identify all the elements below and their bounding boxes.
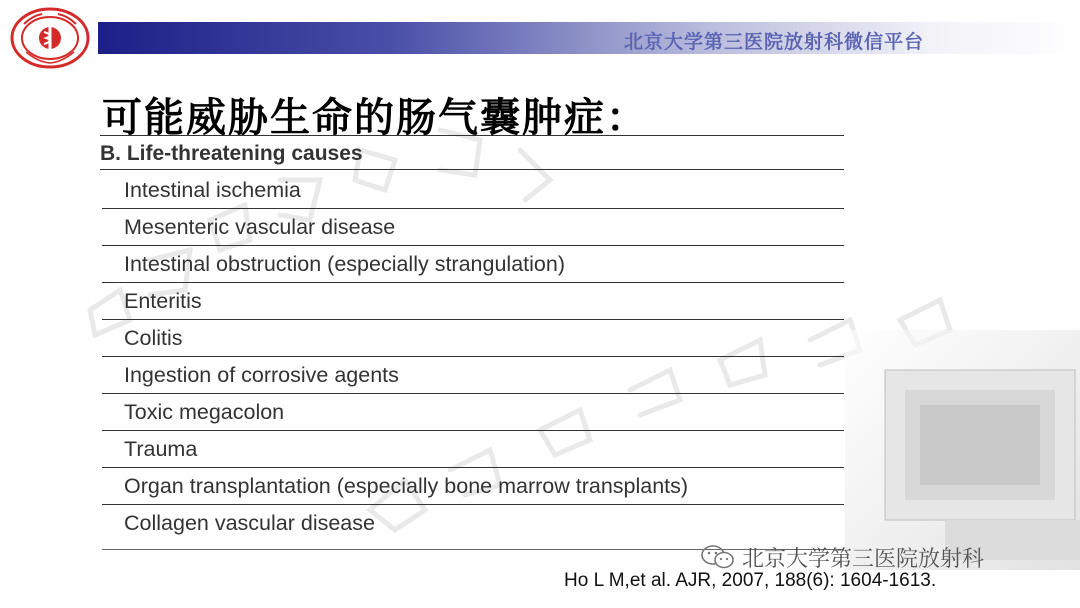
table-row: Mesenteric vascular disease xyxy=(102,209,844,246)
table-row: Colitis xyxy=(102,320,844,357)
hospital-seal-icon xyxy=(8,6,92,70)
table-row: Enteritis xyxy=(102,283,844,320)
imaging-machine-image xyxy=(845,330,1080,570)
table-top-rule xyxy=(100,135,844,136)
citation: Ho L M,et al. AJR, 2007, 188(6): 1604-1613. xyxy=(564,570,937,591)
header-title: 北京大学第三医院放射科微信平台 xyxy=(623,31,924,53)
table-row: Intestinal obstruction (especially strangulation) xyxy=(102,246,844,283)
wechat-account-tag xyxy=(700,542,984,572)
header-band xyxy=(98,22,1080,54)
wechat-icon xyxy=(700,544,736,570)
table-row: Toxic megacolon xyxy=(102,394,844,431)
table-row: Trauma xyxy=(102,431,844,468)
wechat-account-label: 北京大学第三医院放射科 xyxy=(742,546,985,572)
table-row: Collagen vascular disease xyxy=(124,511,375,535)
table-row: Intestinal ischemia xyxy=(102,172,844,209)
causes-table xyxy=(102,172,844,542)
table-row: Ingestion of corrosive agents xyxy=(102,357,844,394)
table-row: Organ transplantation (especially bone marrow transplants) xyxy=(102,468,844,505)
slide-title: 可能威胁生命的肠气囊肿症： xyxy=(102,95,648,141)
table-header: B. Life-threatening causes xyxy=(100,140,844,170)
